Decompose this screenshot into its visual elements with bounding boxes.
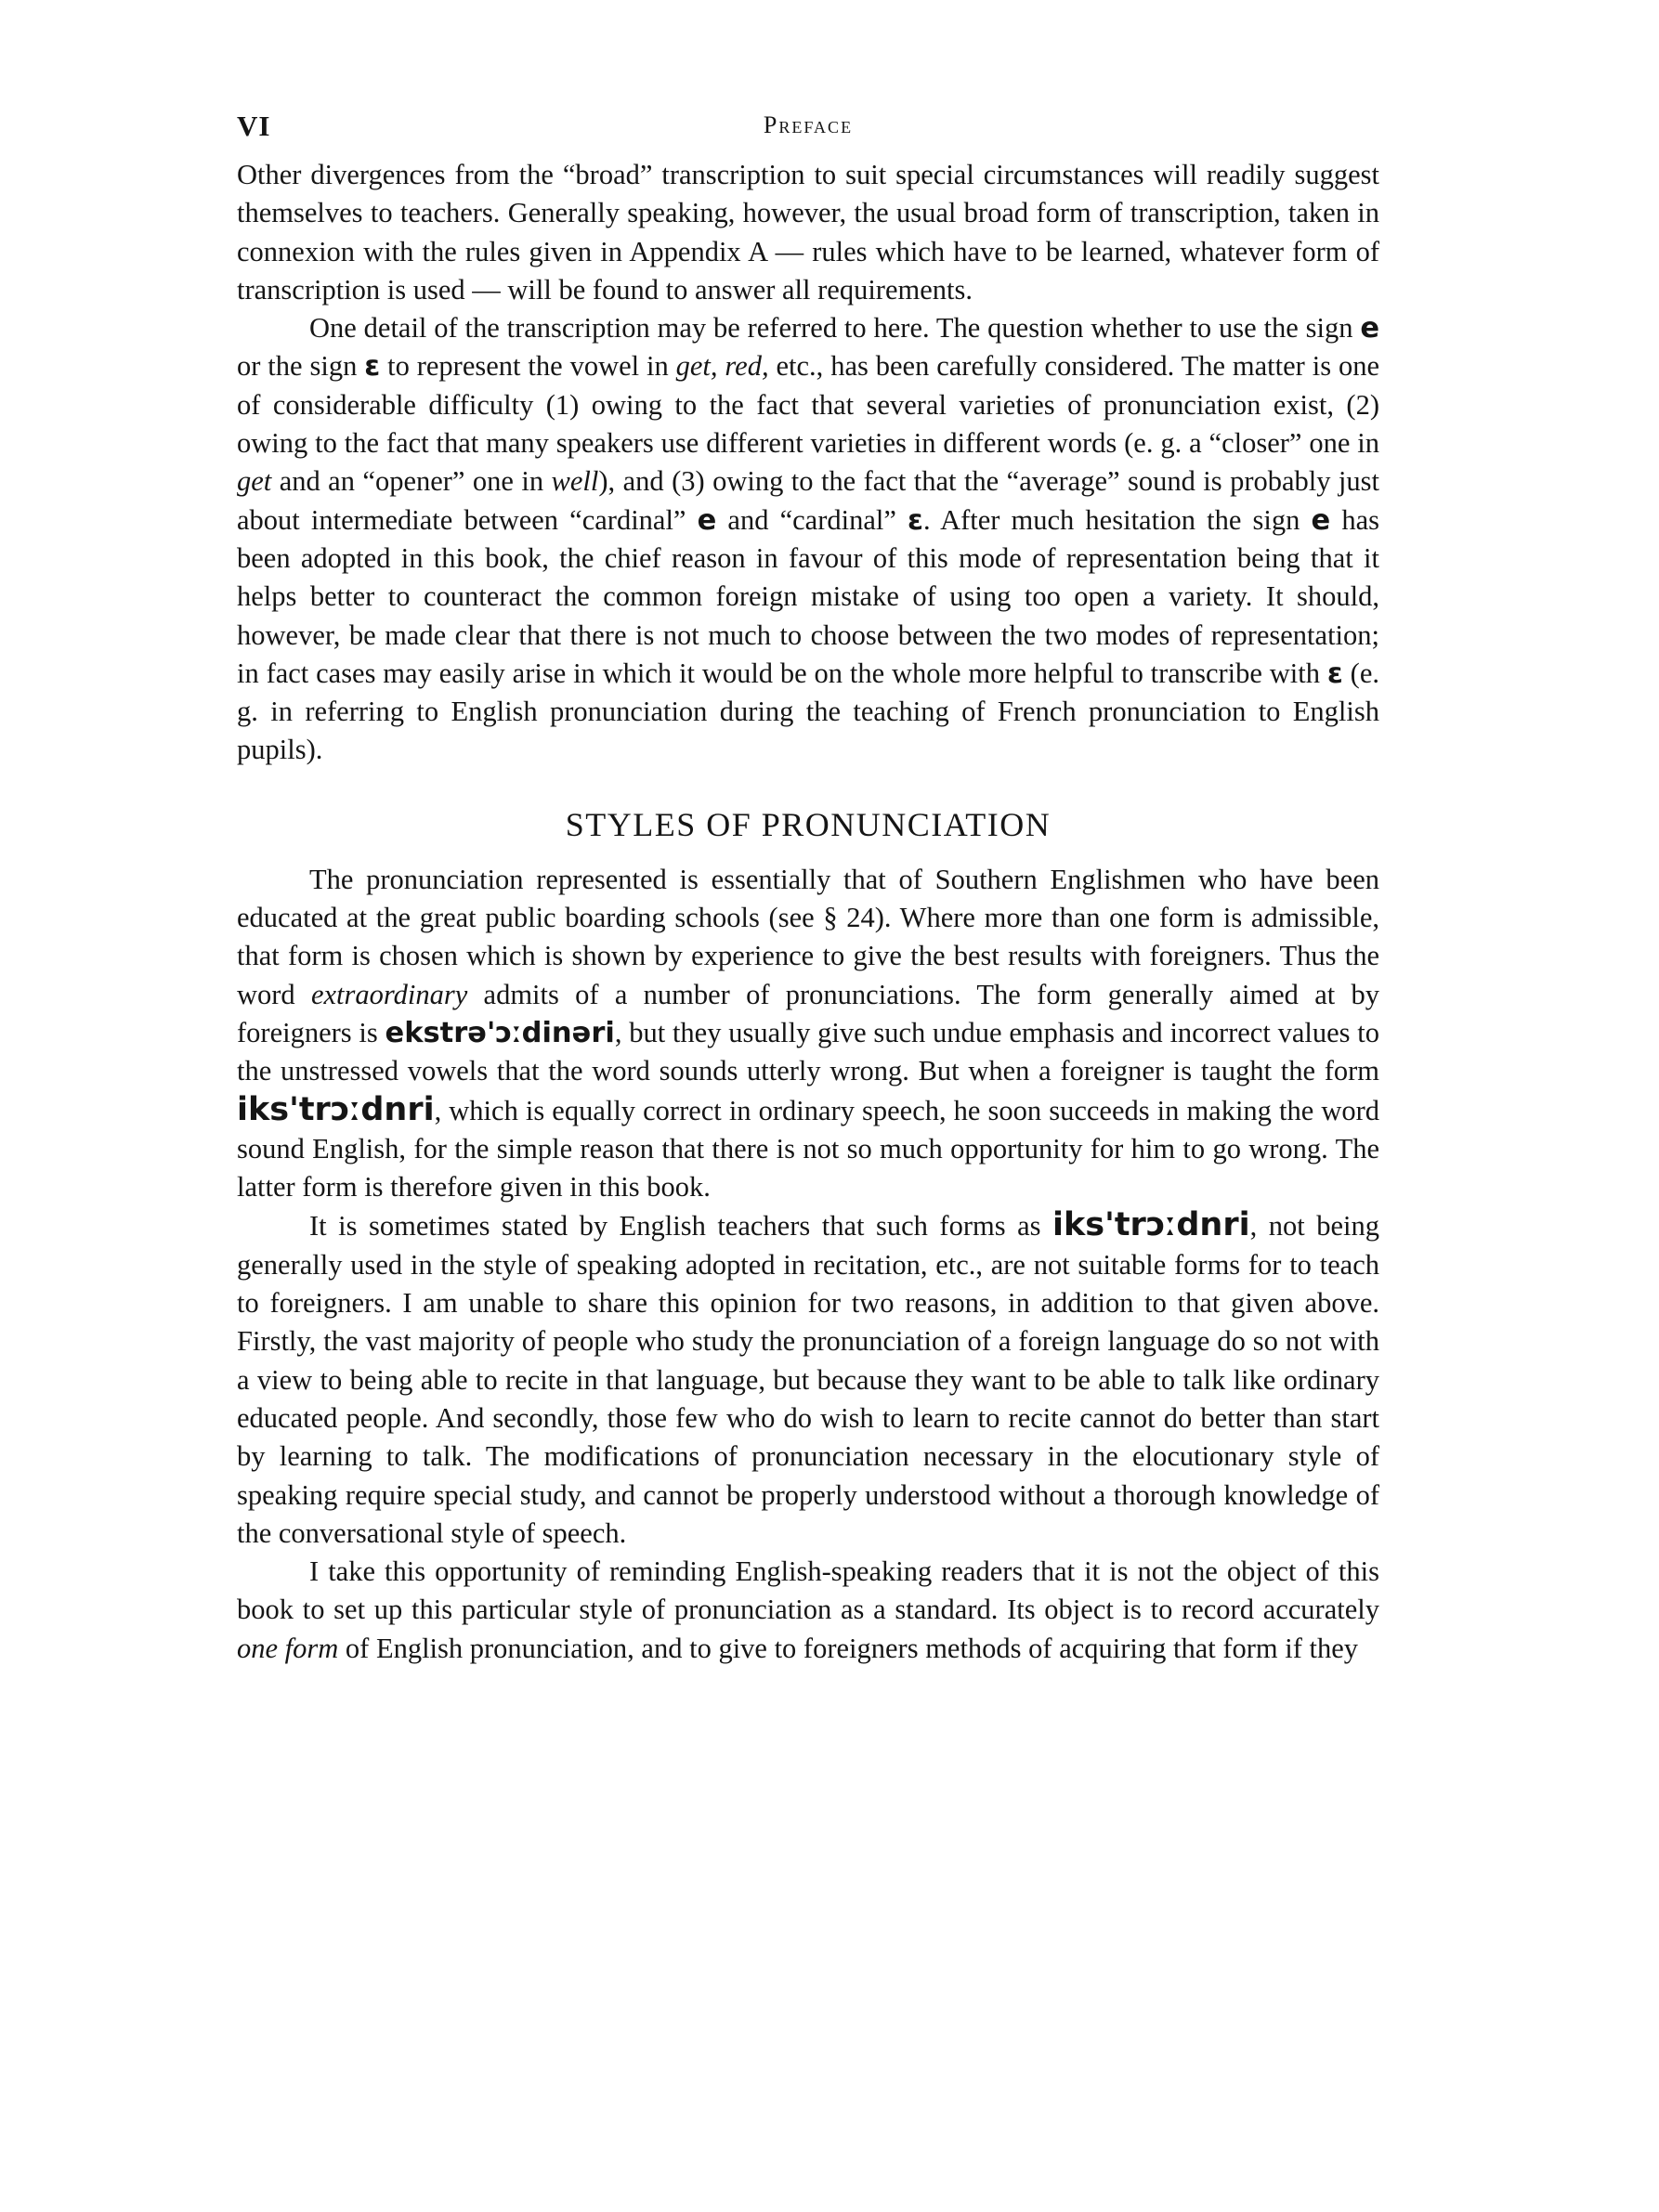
italic-example: extraordinary [310,978,468,1010]
phonetic-symbol: ɛ [908,503,923,537]
text-run: has been adopted in this book, the chief reason in favour of this mode of representation being that it helps better to counteract the common foreign mistake of using too open a variety. It should, however, be made clear that there is not much to choose between the two modes of representation; in fact cases may easily arise in which it would be on the whole more helpful to transcribe with [237,503,1379,689]
phonetic-symbol: ɛ [1326,657,1343,690]
phonetic-symbol: e [697,503,717,537]
paragraph-transcription-sign [237,309,1379,770]
phonetic-transcription: iks'trɔːdnri [1052,1206,1250,1244]
phonetic-symbol: ɛ [364,350,381,384]
section-heading: STYLES OF PRONUNCIATION [565,805,1052,843]
text-run: of English pronunciation, and to give to foreigners methods of acquiring that form if they [338,1632,1359,1664]
italic-example: well [551,465,599,498]
text-run: (e. g. in referring to English pronunciation during the teaching of French pronunciation to English pupils). [237,657,1379,766]
text-run: , which is equally correct in ordinary speech, he soon succeeds in making the word sound English, for the simple reason that there is not so much opportunity for him to go wrong. The latter form is therefore given in this book. [237,1094,1379,1204]
phonetic-transcription: iks'trɔːdnri [237,1090,435,1128]
text-run: ), and (3) owing to the fact that the “average” sound is probably just about intermediate between “cardinal” [237,465,1379,536]
text-run: or the sign [237,350,365,383]
text-run: , not being generally used in the style of speaking adopted in recitation, etc., are not suitable forms for to teach to foreigners. I am unable to share this opinion for two reasons, in addition to that given above. Firstly, the vast majority of people who study the pronunciation of a foreign language do so not with a view to being able to recite in that language, but because they want to be able to talk like ordinary educated people. And secondly, those few who do wish to learn to recite cannot do better than start by learning to talk. The modifications of pronunciation necessary in the elocutionary style of speaking require special study, and cannot be properly understood without a thorough knowledge of the conversational style of speech. [237,1210,1379,1549]
text-run: . After much hesitation the sign [923,503,1312,536]
paragraph-recitation [237,1206,1379,1553]
text-run: , but they usually give such undue emphasis and incorrect values to the unstressed vowels that the word sounds utterly wrong. But when a foreigner is taught the form [237,1016,1379,1087]
text-run: One detail of the transcription may be referred to here. The question whether to use the sign [309,312,1361,345]
running-head [237,110,1379,156]
phonetic-symbol: e [1311,503,1331,537]
phonetic-symbol: e [1360,312,1379,345]
text-run: and an “opener” one in [271,465,552,498]
paragraph-continued [237,156,1379,309]
paragraph-text: Other divergences from the “broad” transcription to suit special circumstances will readily suggest themselves to teachers. Generally speaking, however, the usual broad form of transcription, taken in connexion with the rules given in Appendix A — rules which have to be learned, whatever form of transcription is used — will be found to answer all requirements. [237,159,1379,306]
paragraph-pronunciation-represented [237,861,1379,1207]
text-run: to represent the vowel in [380,350,676,383]
text-run: etc., has been carefully considered. The matter is one of considerable difficulty (1) owing to the fact that several varieties of pronunciation exist, (2) owing to the fact that many speakers use different varieties in different words (e. g. a “closer” one in [237,350,1380,460]
text-run: admits of a number of pronunciations. The form generally aimed at by foreigners is [237,978,1379,1048]
paragraph-standard [237,1553,1379,1668]
italic-example: get, red, [675,350,769,383]
text-run: I take this opportunity of reminding English-speaking readers that it is not the object of this book to set up this particular style of pronunciation as a standard. Its object is to record accurately [237,1555,1379,1626]
phonetic-transcription: ekstrə'ɔːdinəri [385,1016,615,1049]
italic-example: get [237,465,272,498]
text-run: and “cardinal” [716,503,908,536]
running-title: Preface [763,111,854,138]
body-text [237,156,1379,1668]
page-number: VI [237,110,271,142]
italic-example: one form [237,1632,339,1664]
text-run: The pronunciation represented is essentially that of Southern Englishmen who have been educated at the great public boarding schools (see § 24). Where more than one form is admissible, that form is chosen which is shown by experience to give the best results with foreigners. Thus the word [237,863,1379,1010]
book-page [237,110,1379,1668]
text-run: It is sometimes stated by English teachers that such forms as [309,1210,1052,1243]
